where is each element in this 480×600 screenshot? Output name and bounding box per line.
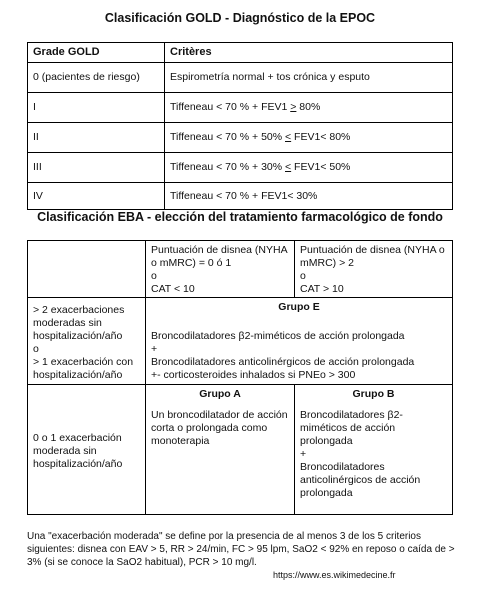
table-row bbox=[28, 183, 453, 210]
gold-table bbox=[27, 42, 453, 210]
cell-line: CAT < 10 bbox=[151, 283, 195, 295]
cell-line: > 1 exacerbación con bbox=[33, 355, 134, 368]
header-grade: Grade GOLD bbox=[28, 43, 165, 63]
grade-cell: III bbox=[28, 153, 165, 183]
cell-line: Puntuación de disnea (NYHA bbox=[151, 244, 288, 256]
cell-line: prolongada bbox=[300, 487, 353, 499]
cell-line: mMRC) > 2 bbox=[300, 257, 354, 269]
cell-line: o bbox=[151, 270, 157, 282]
cell-line: Un broncodilatador de acción bbox=[151, 409, 288, 421]
eba-table bbox=[27, 240, 453, 515]
group-a-title: Grupo A bbox=[199, 388, 241, 400]
criteria-text: Tiffeneau < 70 % + 50% bbox=[170, 131, 285, 143]
table-row bbox=[28, 63, 453, 93]
cell-line: Broncodilatadores bbox=[300, 461, 385, 473]
cell-line: hospitalización/año bbox=[33, 457, 123, 470]
grade-cell: II bbox=[28, 123, 165, 153]
criteria-operator: < bbox=[285, 131, 292, 143]
cell-line: miméticos de acción prolongada bbox=[300, 422, 396, 447]
table-row bbox=[28, 93, 453, 123]
criteria-text: FEV1< 80% bbox=[291, 131, 351, 143]
criteria-text: 80% bbox=[296, 101, 321, 113]
table-row bbox=[28, 123, 453, 153]
criteria-cell: Espirometría normal + tos crónica y esputo bbox=[165, 63, 453, 93]
exacerbation-high-label bbox=[28, 298, 146, 385]
cell-line: > 2 exacerbaciones bbox=[33, 303, 125, 316]
group-e-cell bbox=[146, 298, 453, 385]
cell-line: o bbox=[33, 342, 39, 355]
table-row bbox=[28, 241, 453, 298]
table-row bbox=[28, 153, 453, 183]
dyspnea-low-header bbox=[146, 241, 295, 298]
criteria-cell: Tiffeneau < 70 % + FEV1< 30% bbox=[165, 183, 453, 210]
cell-line: +- corticosteroides inhalados si PNEo > 300 bbox=[151, 369, 356, 381]
cell-line: + bbox=[151, 343, 158, 355]
table-row bbox=[28, 298, 453, 385]
cell-line: CAT > 10 bbox=[300, 283, 344, 295]
group-b-title: Grupo B bbox=[352, 388, 395, 400]
criteria-text: FEV1< 50% bbox=[291, 161, 351, 173]
criteria-cell bbox=[165, 153, 453, 183]
exacerbation-low-label bbox=[28, 385, 146, 515]
cell-line: Broncodilatadores β2- bbox=[300, 409, 403, 421]
cell-line: moderada sin bbox=[33, 444, 97, 457]
cell-line: corta o prolongada como bbox=[151, 422, 268, 434]
empty-corner-cell bbox=[28, 241, 146, 298]
criteria-operator: < bbox=[285, 161, 292, 173]
cell-line: moderadas sin bbox=[33, 316, 102, 329]
eba-title: Clasificación EBA - elección del tratamiento farmacológico de fondo bbox=[37, 210, 443, 224]
cell-line: o mMRC) = 0 ó 1 bbox=[151, 257, 232, 269]
cell-line: anticolinérgicos de acción bbox=[300, 474, 421, 486]
criteria-cell bbox=[165, 123, 453, 153]
cell-line: Broncodilatadores anticolinérgicos de acción prolongada bbox=[151, 356, 415, 368]
cell-line: monoterapia bbox=[151, 435, 210, 447]
cell-line: 0 o 1 exacerbación bbox=[33, 431, 122, 444]
criteria-text: Tiffeneau < 70 % + 30% bbox=[170, 161, 285, 173]
table-row bbox=[28, 385, 453, 515]
footnote: Una "exacerbación moderada" se define por la presencia de al menos 3 de los 5 criterios siguientes: disnea con EAV > 5, RR > 24/min, FC > 95 lpm, SaO2 < 92% en reposo o caída de > 3% (si se conoce la SaO2 habitual), PCR > 10 mg/l. bbox=[27, 531, 455, 568]
cell-line: Broncodilatadores β2-miméticos de acción prolongada bbox=[151, 330, 405, 342]
cell-line: o bbox=[300, 270, 306, 282]
cell-line: hospitalización/año bbox=[33, 329, 123, 342]
group-a-cell bbox=[146, 385, 295, 515]
group-b-cell bbox=[295, 385, 453, 515]
cell-line: Puntuación de disnea (NYHA o bbox=[300, 244, 445, 256]
criteria-text: Tiffeneau < 70 % + FEV1 bbox=[170, 101, 291, 113]
gold-title: Clasificación GOLD - Diagnóstico de la EPOC bbox=[104, 11, 376, 25]
table-header-row bbox=[28, 43, 453, 63]
group-e-title: Grupo E bbox=[278, 301, 320, 313]
grade-cell: 0 (pacientes de riesgo) bbox=[28, 63, 165, 93]
dyspnea-high-header bbox=[295, 241, 453, 298]
source-url: https://www.es.wikimedecine.fr bbox=[273, 570, 396, 580]
cell-line: + bbox=[300, 448, 307, 460]
cell-line: hospitalización/año bbox=[33, 368, 123, 381]
header-criteria: Critères bbox=[165, 43, 453, 63]
criteria-cell bbox=[165, 93, 453, 123]
grade-cell: I bbox=[28, 93, 165, 123]
criteria-operator: > bbox=[290, 101, 297, 113]
grade-cell: IV bbox=[28, 183, 165, 210]
